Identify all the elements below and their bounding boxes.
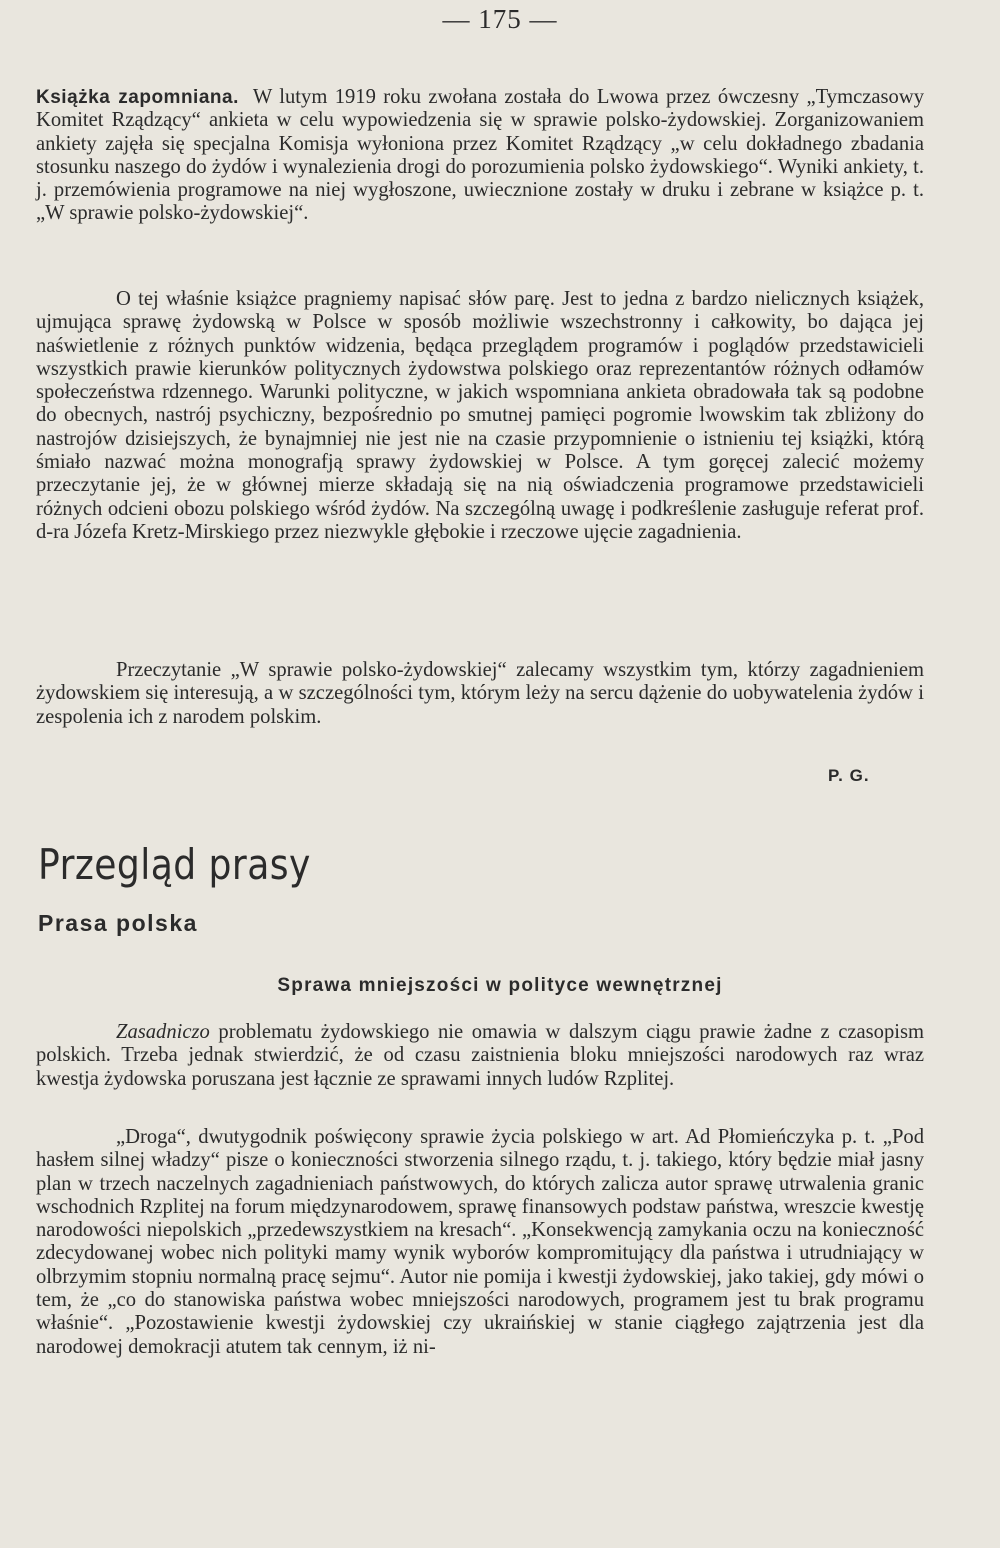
- article-lead-word: Zasadniczo: [116, 1021, 210, 1043]
- page-number: — 175 —: [442, 4, 558, 34]
- review-paragraph-2: O tej właśnie książce pragniemy napisać słów parę. Jest to jedna z bardzo nielicznych książek, ujmująca sprawę żydowską w Polsce w sposób możliwie wszechstronny i całkowity, bo dająca jej naświetlenie z różnych punktów widzenia, będąca przeglądem programów i poglądów przedstawicieli wszystkich prawie kierunków politycznych żydowstwa polskiego oraz reprezentantów różnych odłamów społeczeństwa rdzennego. Warunki polityczne, w jakich wspomniana ankieta obradowała tak są podobne do obecnych, nastrój psychiczny, bezpośrednio po smutnej pamięci pogromie lwowskim tak zbliżony do nastrojów dzisiejszych, że bynajmniej nie jest nie na czasie przypomnienie o istnieniu tej książki, którą śmiało nazwać można monografją sprawy żydowskiej w Polsce. A tym goręcej zalecić możemy przeczytanie jej, że w głównej mierze składają się na nią oświadczenia programowe przedstawicieli różnych odcieni obozu polskiego wśród żydów. Na szczególną uwagę i podkreślenie zasługuje referat prof. d-ra Józefa Kretz-Mirskiego przez niezwykle głębokie i rzeczowe ujęcie zagadnienia.: [36, 288, 924, 543]
- article-paragraph-1: Zasadniczo problematu żydowskiego nie omawia w dalszym ciągu prawie żadne z czasopism polskich. Trzeba jednak stwierdzić, że od czasu zaistnienia bloku mniejszości narodowych raz wraz kwestja żydowska poruszana jest łącznie ze sprawami innych ludów Rzplitej.: [36, 1021, 924, 1090]
- review-closing: [36, 659, 924, 729]
- review-paragraph-1: Książka zapomniana. W lutym 1919 roku zwołana została do Lwowa przez ówczesny „Tymczasowy Komitet Rządzący“ ankieta w celu wypowiedzenia się w sprawie polsko-żydowskiej. Zorganizowaniem ankiety zajęła się specjalna Komisja wyłoniona przez Komitet Rządzący „w celu dokładnego zbadania stosunku naszego do żydów i wynalezienia drogi do porozumienia polsko żydowskiego“. Wyniki ankiety, t. j. przemówienia programowe na niej wygłoszone, uwiecznione zostały w druku i zebrane w książce p. t. „W sprawie polsko-żydowskiej“.: [36, 86, 924, 225]
- review-signature: P. G.: [828, 766, 870, 785]
- review-section: [36, 86, 924, 226]
- section-title: Przegląd prasy: [38, 840, 311, 889]
- article-title: Sprawa mniejszości w polityce wewnętrznej: [277, 975, 723, 996]
- article-body-2: [36, 1126, 924, 1359]
- article-body-1: [36, 1021, 924, 1091]
- review-body: [36, 288, 924, 544]
- review-heading: Książka zapomniana.: [36, 87, 239, 108]
- article-paragraph-2: „Droga“, dwutygodnik poświęcony sprawie życia polskiego w art. Ad Płomieńczyka p. t. „Pod hasłem silnej władzy“ pisze o konieczności stworzenia silnego rządu, t. j. takiego, który będzie miał jasny plan w trzech naczelnych zagadnieniach państwowych, do których zalicza autor sprawę utrwalenia granic wschodnich Rzplitej na forum międzynarodowem, sprawę finansowych podstaw państwa, wreszcie kwestję narodowości niepolskich „przedewszystkiem na kresach“. „Konsekwencją zamykania oczu na konieczność zdecydowanej wobec nich polityki mamy wynik wyborów kompromitujący dla państwa i utrudniający w olbrzymim stopniu normalną pracę sejmu“. Autor nie pomija i kwestji żydowskiej, jako takiej, gdy mówi o tem, że „co do stanowiska państwa wobec mniejszości narodowych, programem jest tu brak programu właśnie“. „Pozostawienie kwestji żydowskiej czy ukraińskiej w stanie ciągłego zajątrzenia jest dla narodowej demokracji atutem tak cennym, iż ni-: [36, 1126, 924, 1358]
- section-subtitle: Prasa polska: [38, 910, 198, 936]
- review-paragraph-3: Przeczytanie „W sprawie polsko-żydowskiej“ zalecamy wszystkim tym, którzy zagadnieniem żydowskiem się interesują, a w szczególności tym, którym leży na sercu dążenie do uobywatelenia żydów i zespolenia ich z narodem polskim.: [36, 659, 924, 728]
